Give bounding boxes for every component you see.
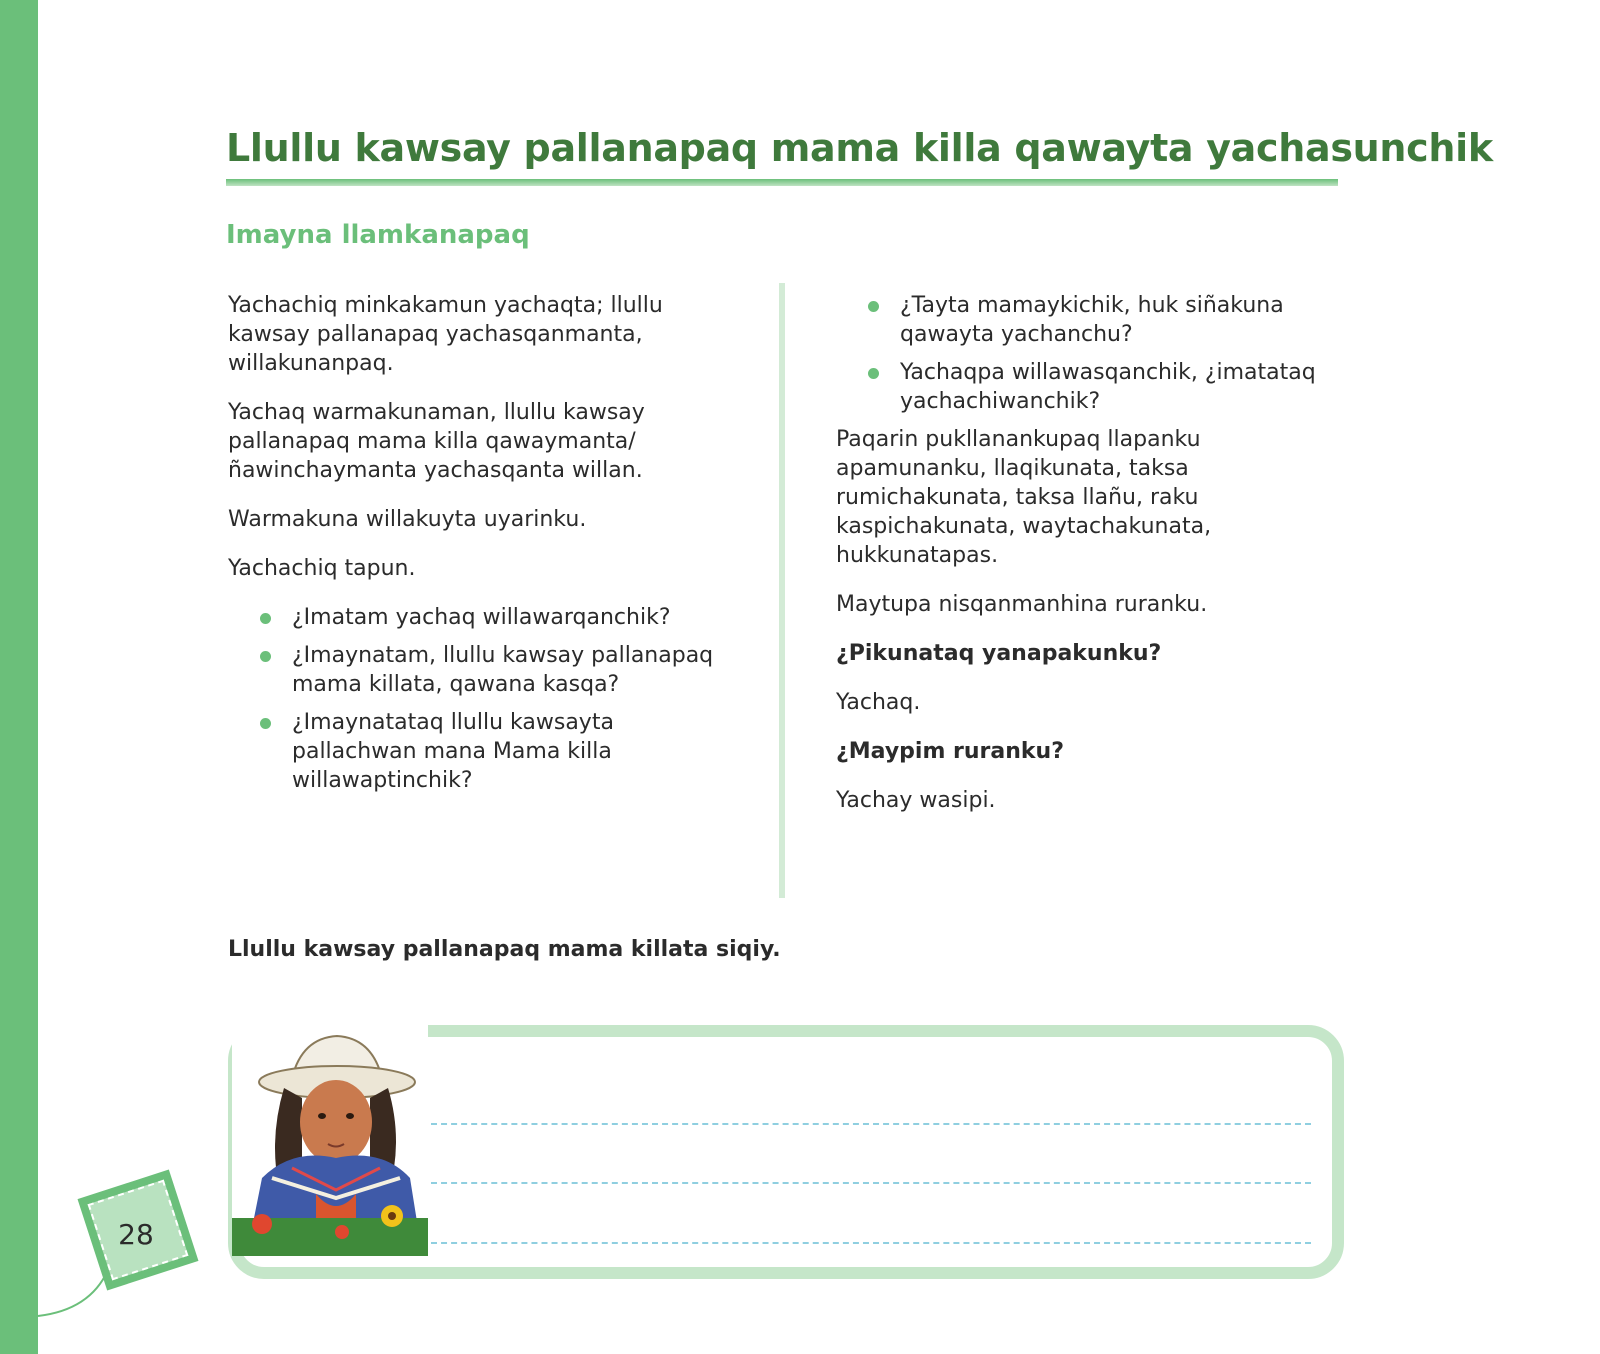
flower-red-small	[335, 1225, 349, 1239]
bullet-icon	[260, 718, 271, 729]
page-number: 28	[118, 1218, 154, 1251]
answer-where: Yachay wasipi.	[836, 788, 996, 813]
paragraph: Maytupa nisqanmanhina ruranku.	[836, 592, 1208, 617]
left-column	[228, 291, 738, 805]
face	[300, 1080, 372, 1164]
eye-right	[346, 1113, 354, 1119]
question-heading-who: ¿Pikunataq yanapakunku?	[836, 641, 1162, 666]
list-item	[228, 603, 738, 632]
question-list	[228, 603, 738, 795]
title-underline	[226, 179, 1338, 186]
paragraph: Yachachiq minkakamun yachaqta; llullu kawsay pallanapaq yachasqanmanta, willakunanpaq.	[228, 293, 663, 376]
paragraph: Yachaq warmakunaman, llullu kawsay pallanapaq mama killa qawaymanta/ ñawinchaymanta yachasqanta willan.	[228, 400, 645, 483]
left-green-margin-bar	[0, 0, 38, 1354]
question-list	[836, 291, 1336, 416]
writing-line[interactable]	[431, 1123, 1311, 1125]
flower-red	[252, 1214, 272, 1234]
writing-line[interactable]	[431, 1182, 1311, 1184]
paragraph: Warmakuna willakuyta uyarinku.	[228, 507, 587, 532]
page-title: Llullu kawsay pallanapaq mama killa qawayta yachasunchik	[226, 126, 1493, 170]
eye-left	[318, 1113, 326, 1119]
bullet-icon	[260, 651, 271, 662]
list-item-text: ¿Tayta mamaykichik, huk siñakuna qawayta yachanchu?	[900, 293, 1284, 347]
list-item-text: ¿Imaynatataq llullu kawsayta pallachwan mana Mama killa willawaptinchik?	[292, 710, 614, 793]
paragraph: Yachachiq tapun.	[228, 556, 416, 581]
list-item	[836, 291, 1336, 349]
paragraph: Paqarin pukllanankupaq llapanku apamunanku, llaqikunata, taksa rumichakunata, taksa llañu, raku kaspichakunata, waytachakunata, hukkunatapas.	[836, 427, 1212, 568]
list-item-text: ¿Imaynatam, llullu kawsay pallanapaq mama killata, qawana kasqa?	[292, 643, 714, 697]
section-heading: Imayna llamkanapaq	[226, 220, 530, 250]
list-item	[228, 708, 738, 795]
child-illustration	[232, 1018, 428, 1256]
right-column	[836, 291, 1336, 835]
list-item	[228, 641, 738, 699]
bullet-icon	[868, 301, 879, 312]
flower-center	[388, 1212, 396, 1220]
bullet-icon	[260, 613, 271, 624]
list-item	[836, 358, 1336, 416]
bullet-icon	[868, 368, 879, 379]
question-heading-where: ¿Maypim ruranku?	[836, 739, 1064, 764]
column-divider	[779, 283, 785, 898]
writing-line[interactable]	[431, 1242, 1311, 1244]
list-item-text: Yachaqpa willawasqanchik, ¿imatataq yachachiwanchik?	[900, 360, 1316, 414]
list-item-text: ¿Imatam yachaq willawarqanchik?	[292, 605, 671, 630]
string-line	[38, 1270, 108, 1316]
activity-instruction: Llullu kawsay pallanapaq mama killata siqiy.	[228, 937, 781, 962]
answer-who: Yachaq.	[836, 690, 921, 715]
